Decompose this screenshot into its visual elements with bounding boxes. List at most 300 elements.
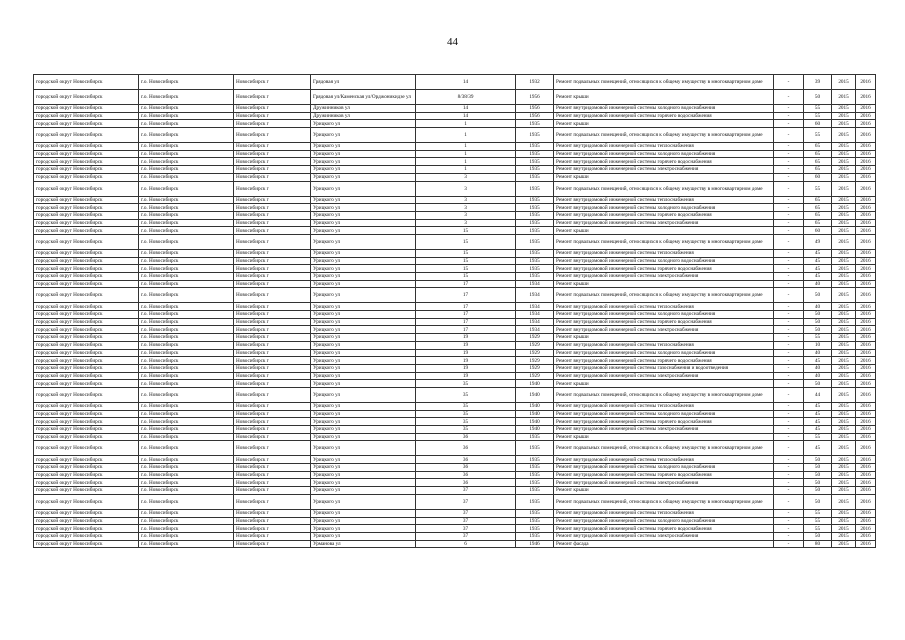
municipality-cell: городской округ Новосибирск <box>34 525 139 533</box>
house-number-cell: 14 <box>416 112 516 120</box>
end-year-cell: 2016 <box>856 227 876 235</box>
table-row <box>34 173 876 181</box>
city-cell: Новосибирск г <box>234 387 311 402</box>
wear-percent-cell: 50 <box>804 326 832 334</box>
work-type-cell: Ремонт подвальных помещений, относящихся к общему имуществу в многоквартирном доме <box>554 288 774 303</box>
table-row <box>34 150 876 158</box>
dash-cell: - <box>774 433 804 441</box>
house-number-cell: 19 <box>416 357 516 365</box>
work-type-cell: Ремонт внутридомовой инженерной системы теплоснабжения <box>554 341 774 349</box>
house-number-cell: 37 <box>416 494 516 509</box>
wear-percent-cell: 50 <box>804 479 832 487</box>
street-cell: Урицкого ул <box>311 517 416 525</box>
dash-cell: - <box>774 273 804 281</box>
dash-cell: - <box>774 517 804 525</box>
municipality-cell: городской округ Новосибирск <box>34 532 139 540</box>
year-built-cell: 1935 <box>516 456 554 464</box>
year-built-cell: 1929 <box>516 341 554 349</box>
house-number-cell: 6 <box>416 540 516 548</box>
house-number-cell: 19 <box>416 341 516 349</box>
city-cell: Новосибирск г <box>234 128 311 143</box>
work-type-cell: Ремонт внутридомовой инженерной системы горячего водоснабжения <box>554 357 774 365</box>
dash-cell: - <box>774 402 804 410</box>
street-cell: Урицкого ул <box>311 532 416 540</box>
end-year-cell: 2016 <box>856 380 876 388</box>
end-year-cell: 2016 <box>856 479 876 487</box>
city-cell: Новосибирск г <box>234 509 311 517</box>
end-year-cell: 2016 <box>856 471 876 479</box>
wear-percent-cell: 50 <box>804 311 832 319</box>
municipality-cell: городской округ Новосибирск <box>34 311 139 319</box>
dash-cell: - <box>774 112 804 120</box>
dash-cell: - <box>774 357 804 365</box>
wear-percent-cell: 65 <box>804 219 832 227</box>
dash-cell: - <box>774 487 804 495</box>
city-cell: Новосибирск г <box>234 273 311 281</box>
house-number-cell: 3 <box>416 181 516 196</box>
work-type-cell: Ремонт внутридомовой инженерной системы теплоснабжения <box>554 196 774 204</box>
city-cell: Новосибирск г <box>234 303 311 311</box>
work-type-cell: Ремонт внутридомовой инженерной системы холодного водоснабжения <box>554 257 774 265</box>
district-cell: г.о. Новосибирск <box>139 410 234 418</box>
end-year-cell: 2016 <box>856 143 876 151</box>
table-row <box>34 357 876 365</box>
work-type-cell: Ремонт внутридомовой инженерной системы электроснабжения <box>554 326 774 334</box>
house-number-cell: 3 <box>416 173 516 181</box>
municipality-cell: городской округ Новосибирск <box>34 181 139 196</box>
house-number-cell: 1 <box>416 143 516 151</box>
wear-percent-cell: 39 <box>804 75 832 90</box>
street-cell: Урицкого ул <box>311 234 416 249</box>
table-row <box>34 280 876 288</box>
house-number-cell: 36 <box>416 479 516 487</box>
end-year-cell: 2016 <box>856 90 876 105</box>
year-built-cell: 1934 <box>516 318 554 326</box>
street-cell: Грядовая ул <box>311 75 416 90</box>
year-built-cell: 1934 <box>516 303 554 311</box>
start-year-cell: 2015 <box>832 426 856 434</box>
table-row <box>34 540 876 548</box>
district-cell: г.о. Новосибирск <box>139 150 234 158</box>
dash-cell: - <box>774 532 804 540</box>
city-cell: Новосибирск г <box>234 479 311 487</box>
year-built-cell: 1940 <box>516 380 554 388</box>
house-number-cell: 36 <box>416 471 516 479</box>
table-row <box>34 464 876 472</box>
house-number-cell: 35 <box>416 380 516 388</box>
work-type-cell: Ремонт внутридомовой инженерной системы электроснабжения <box>554 273 774 281</box>
dash-cell: - <box>774 494 804 509</box>
year-built-cell: 1932 <box>516 75 554 90</box>
city-cell: Новосибирск г <box>234 181 311 196</box>
dash-cell: - <box>774 311 804 319</box>
end-year-cell: 2016 <box>856 158 876 166</box>
house-number-cell: 15 <box>416 227 516 235</box>
dash-cell: - <box>774 318 804 326</box>
end-year-cell: 2016 <box>856 494 876 509</box>
house-number-cell: 15 <box>416 273 516 281</box>
city-cell: Новосибирск г <box>234 219 311 227</box>
work-type-cell: Ремонт внутридомовой инженерной системы холодного водоснабжения <box>554 517 774 525</box>
start-year-cell: 2015 <box>832 166 856 174</box>
street-cell: Урицкого ул <box>311 433 416 441</box>
start-year-cell: 2015 <box>832 364 856 372</box>
district-cell: г.о. Новосибирск <box>139 105 234 113</box>
wear-percent-cell: 45 <box>804 402 832 410</box>
city-cell: Новосибирск г <box>234 487 311 495</box>
municipality-cell: городской округ Новосибирск <box>34 128 139 143</box>
wear-percent-cell: 40 <box>804 349 832 357</box>
district-cell: г.о. Новосибирск <box>139 357 234 365</box>
wear-percent-cell: 60 <box>804 120 832 128</box>
district-cell: г.о. Новосибирск <box>139 257 234 265</box>
district-cell: г.о. Новосибирск <box>139 75 234 90</box>
municipality-cell: городской округ Новосибирск <box>34 410 139 418</box>
city-cell: Новосибирск г <box>234 318 311 326</box>
municipality-cell: городской округ Новосибирск <box>34 464 139 472</box>
house-number-cell: 36 <box>416 456 516 464</box>
start-year-cell: 2015 <box>832 380 856 388</box>
year-built-cell: 1935 <box>516 433 554 441</box>
municipality-cell: городской округ Новосибирск <box>34 166 139 174</box>
municipality-cell: городской округ Новосибирск <box>34 265 139 273</box>
year-built-cell: 1935 <box>516 487 554 495</box>
city-cell: Новосибирск г <box>234 150 311 158</box>
work-type-cell: Ремонт подвальных помещений, относящихся к общему имуществу в многоквартирном доме <box>554 441 774 456</box>
house-number-cell: 19 <box>416 372 516 380</box>
start-year-cell: 2015 <box>832 334 856 342</box>
year-built-cell: 1935 <box>516 265 554 273</box>
work-type-cell: Ремонт внутридомовой инженерной системы холодного водоснабжения <box>554 204 774 212</box>
wear-percent-cell: 55 <box>804 181 832 196</box>
city-cell: Новосибирск г <box>234 211 311 219</box>
work-type-cell: Ремонт подвальных помещений, относящихся к общему имуществу в многоквартирном доме <box>554 234 774 249</box>
city-cell: Новосибирск г <box>234 517 311 525</box>
dash-cell: - <box>774 234 804 249</box>
municipality-cell: городской округ Новосибирск <box>34 227 139 235</box>
work-type-cell: Ремонт внутридомовой инженерной системы теплоснабжения <box>554 249 774 257</box>
municipality-cell: городской округ Новосибирск <box>34 509 139 517</box>
table-row <box>34 211 876 219</box>
house-number-cell: 8/38/39 <box>416 90 516 105</box>
dash-cell: - <box>774 211 804 219</box>
district-cell: г.о. Новосибирск <box>139 303 234 311</box>
wear-percent-cell: 65 <box>804 150 832 158</box>
work-type-cell: Ремонт внутридомовой инженерной системы электроснабжения <box>554 532 774 540</box>
wear-percent-cell: 45 <box>804 265 832 273</box>
start-year-cell: 2015 <box>832 540 856 548</box>
municipality-cell: городской округ Новосибирск <box>34 234 139 249</box>
house-number-cell: 19 <box>416 349 516 357</box>
district-cell: г.о. Новосибирск <box>139 196 234 204</box>
end-year-cell: 2016 <box>856 487 876 495</box>
street-cell: Урицкого ул <box>311 426 416 434</box>
table-row <box>34 525 876 533</box>
start-year-cell: 2015 <box>832 196 856 204</box>
municipality-cell: городской округ Новосибирск <box>34 196 139 204</box>
municipality-cell: городской округ Новосибирск <box>34 158 139 166</box>
start-year-cell: 2015 <box>832 357 856 365</box>
street-cell: Урманова ул <box>311 540 416 548</box>
year-built-cell: 1934 <box>516 288 554 303</box>
end-year-cell: 2016 <box>856 211 876 219</box>
end-year-cell: 2016 <box>856 326 876 334</box>
municipality-cell: городской округ Новосибирск <box>34 426 139 434</box>
street-cell: Дружинников ул <box>311 112 416 120</box>
year-built-cell: 1935 <box>516 227 554 235</box>
start-year-cell: 2015 <box>832 75 856 90</box>
wear-percent-cell: 50 <box>804 464 832 472</box>
end-year-cell: 2016 <box>856 196 876 204</box>
year-built-cell: 1956 <box>516 105 554 113</box>
year-built-cell: 1935 <box>516 166 554 174</box>
house-number-cell: 17 <box>416 311 516 319</box>
start-year-cell: 2015 <box>832 173 856 181</box>
municipality-cell: городской округ Новосибирск <box>34 273 139 281</box>
end-year-cell: 2016 <box>856 249 876 257</box>
table-row <box>34 75 876 90</box>
wear-percent-cell: 50 <box>804 456 832 464</box>
end-year-cell: 2016 <box>856 204 876 212</box>
city-cell: Новосибирск г <box>234 402 311 410</box>
start-year-cell: 2015 <box>832 418 856 426</box>
table-row <box>34 105 876 113</box>
wear-percent-cell: 55 <box>804 509 832 517</box>
end-year-cell: 2016 <box>856 525 876 533</box>
district-cell: г.о. Новосибирск <box>139 540 234 548</box>
street-cell: Урицкого ул <box>311 380 416 388</box>
city-cell: Новосибирск г <box>234 341 311 349</box>
end-year-cell: 2016 <box>856 334 876 342</box>
year-built-cell: 1935 <box>516 158 554 166</box>
city-cell: Новосибирск г <box>234 75 311 90</box>
year-built-cell: 1935 <box>516 219 554 227</box>
house-number-cell: 35 <box>416 410 516 418</box>
house-number-cell: 14 <box>416 105 516 113</box>
house-number-cell: 3 <box>416 219 516 227</box>
dash-cell: - <box>774 166 804 174</box>
street-cell: Урицкого ул <box>311 249 416 257</box>
municipality-cell: городской округ Новосибирск <box>34 372 139 380</box>
end-year-cell: 2016 <box>856 418 876 426</box>
city-cell: Новосибирск г <box>234 249 311 257</box>
dash-cell: - <box>774 479 804 487</box>
house-number-cell: 36 <box>416 441 516 456</box>
municipality-cell: городской округ Новосибирск <box>34 441 139 456</box>
city-cell: Новосибирск г <box>234 334 311 342</box>
start-year-cell: 2015 <box>832 311 856 319</box>
year-built-cell: 1934 <box>516 326 554 334</box>
start-year-cell: 2015 <box>832 288 856 303</box>
street-cell: Урицкого ул <box>311 471 416 479</box>
work-type-cell: Ремонт подвальных помещений, относящихся к общему имуществу в многоквартирном доме <box>554 387 774 402</box>
start-year-cell: 2015 <box>832 494 856 509</box>
dash-cell: - <box>774 303 804 311</box>
city-cell: Новосибирск г <box>234 410 311 418</box>
municipality-cell: городской округ Новосибирск <box>34 318 139 326</box>
wear-percent-cell: 55 <box>804 433 832 441</box>
municipality-cell: городской округ Новосибирск <box>34 143 139 151</box>
street-cell: Урицкого ул <box>311 204 416 212</box>
street-cell: Урицкого ул <box>311 173 416 181</box>
wear-percent-cell: 45 <box>804 441 832 456</box>
city-cell: Новосибирск г <box>234 349 311 357</box>
dash-cell: - <box>774 410 804 418</box>
dash-cell: - <box>774 509 804 517</box>
city-cell: Новосибирск г <box>234 257 311 265</box>
municipality-cell: городской округ Новосибирск <box>34 90 139 105</box>
table-row <box>34 318 876 326</box>
street-cell: Урицкого ул <box>311 487 416 495</box>
district-cell: г.о. Новосибирск <box>139 120 234 128</box>
city-cell: Новосибирск г <box>234 158 311 166</box>
house-number-cell: 3 <box>416 196 516 204</box>
end-year-cell: 2016 <box>856 181 876 196</box>
start-year-cell: 2015 <box>832 402 856 410</box>
house-number-cell: 1 <box>416 158 516 166</box>
municipality-cell: городской округ Новосибирск <box>34 112 139 120</box>
table-row <box>34 349 876 357</box>
district-cell: г.о. Новосибирск <box>139 402 234 410</box>
dash-cell: - <box>774 456 804 464</box>
district-cell: г.о. Новосибирск <box>139 426 234 434</box>
municipality-cell: городской округ Новосибирск <box>34 334 139 342</box>
district-cell: г.о. Новосибирск <box>139 517 234 525</box>
dash-cell: - <box>774 288 804 303</box>
year-built-cell: 1929 <box>516 364 554 372</box>
municipality-cell: городской округ Новосибирск <box>34 380 139 388</box>
house-number-cell: 17 <box>416 303 516 311</box>
end-year-cell: 2016 <box>856 257 876 265</box>
start-year-cell: 2015 <box>832 158 856 166</box>
district-cell: г.о. Новосибирск <box>139 380 234 388</box>
end-year-cell: 2016 <box>856 303 876 311</box>
table-row <box>34 227 876 235</box>
table-row <box>34 166 876 174</box>
house-number-cell: 3 <box>416 204 516 212</box>
municipality-cell: городской округ Новосибирск <box>34 105 139 113</box>
district-cell: г.о. Новосибирск <box>139 265 234 273</box>
work-type-cell: Ремонт крыши <box>554 280 774 288</box>
district-cell: г.о. Новосибирск <box>139 273 234 281</box>
year-built-cell: 1940 <box>516 418 554 426</box>
table-row <box>34 364 876 372</box>
start-year-cell: 2015 <box>832 387 856 402</box>
year-built-cell: 1935 <box>516 181 554 196</box>
work-type-cell: Ремонт крыши <box>554 334 774 342</box>
year-built-cell: 1956 <box>516 112 554 120</box>
table-row <box>34 509 876 517</box>
work-type-cell: Ремонт внутридомовой инженерной системы горячего водоснабжения <box>554 471 774 479</box>
end-year-cell: 2016 <box>856 441 876 456</box>
start-year-cell: 2015 <box>832 471 856 479</box>
district-cell: г.о. Новосибирск <box>139 372 234 380</box>
table-row <box>34 181 876 196</box>
house-number-cell: 35 <box>416 418 516 426</box>
street-cell: Дружинников ул <box>311 105 416 113</box>
work-type-cell: Ремонт внутридомовой инженерной системы горячего водоснабжения <box>554 265 774 273</box>
end-year-cell: 2016 <box>856 128 876 143</box>
year-built-cell: 1935 <box>516 517 554 525</box>
year-built-cell: 1940 <box>516 387 554 402</box>
street-cell: Урицкого ул <box>311 166 416 174</box>
city-cell: Новосибирск г <box>234 357 311 365</box>
street-cell: Урицкого ул <box>311 456 416 464</box>
dash-cell: - <box>774 90 804 105</box>
street-cell: Грядовая ул/Каменская ул/Орджоникидзе ул <box>311 90 416 105</box>
city-cell: Новосибирск г <box>234 441 311 456</box>
year-built-cell: 1929 <box>516 349 554 357</box>
municipality-cell: городской округ Новосибирск <box>34 433 139 441</box>
table-row <box>34 273 876 281</box>
start-year-cell: 2015 <box>832 143 856 151</box>
wear-percent-cell: 55 <box>804 334 832 342</box>
end-year-cell: 2016 <box>856 280 876 288</box>
work-type-cell: Ремонт подвальных помещений, относящихся к общему имуществу в многоквартирном доме <box>554 128 774 143</box>
end-year-cell: 2016 <box>856 464 876 472</box>
year-built-cell: 1935 <box>516 120 554 128</box>
house-number-cell: 1 <box>416 120 516 128</box>
street-cell: Урицкого ул <box>311 265 416 273</box>
house-number-cell: 37 <box>416 509 516 517</box>
end-year-cell: 2016 <box>856 410 876 418</box>
dash-cell: - <box>774 219 804 227</box>
district-cell: г.о. Новосибирск <box>139 509 234 517</box>
work-type-cell: Ремонт внутридомовой инженерной системы электроснабжения <box>554 219 774 227</box>
start-year-cell: 2015 <box>832 90 856 105</box>
start-year-cell: 2015 <box>832 112 856 120</box>
municipality-cell: городской округ Новосибирск <box>34 494 139 509</box>
street-cell: Урицкого ул <box>311 349 416 357</box>
municipality-cell: городской округ Новосибирск <box>34 219 139 227</box>
table-row <box>34 479 876 487</box>
municipality-cell: городской округ Новосибирск <box>34 540 139 548</box>
table-row <box>34 402 876 410</box>
dash-cell: - <box>774 426 804 434</box>
city-cell: Новосибирск г <box>234 464 311 472</box>
table-row <box>34 249 876 257</box>
repair-schedule-table <box>33 74 876 548</box>
dash-cell: - <box>774 143 804 151</box>
wear-percent-cell: 60 <box>804 173 832 181</box>
work-type-cell: Ремонт крыши <box>554 120 774 128</box>
city-cell: Новосибирск г <box>234 234 311 249</box>
street-cell: Урицкого ул <box>311 273 416 281</box>
street-cell: Урицкого ул <box>311 464 416 472</box>
work-type-cell: Ремонт подвальных помещений, относящихся к общему имуществу в многоквартирном доме <box>554 181 774 196</box>
year-built-cell: 1934 <box>516 280 554 288</box>
house-number-cell: 35 <box>416 426 516 434</box>
end-year-cell: 2016 <box>856 341 876 349</box>
start-year-cell: 2015 <box>832 265 856 273</box>
dash-cell: - <box>774 227 804 235</box>
end-year-cell: 2016 <box>856 517 876 525</box>
end-year-cell: 2016 <box>856 120 876 128</box>
city-cell: Новосибирск г <box>234 227 311 235</box>
year-built-cell: 1935 <box>516 143 554 151</box>
municipality-cell: городской округ Новосибирск <box>34 204 139 212</box>
year-built-cell: 1956 <box>516 90 554 105</box>
table-row <box>34 418 876 426</box>
dash-cell: - <box>774 265 804 273</box>
wear-percent-cell: 40 <box>804 280 832 288</box>
table-row <box>34 112 876 120</box>
page-number: 44 <box>447 36 458 48</box>
end-year-cell: 2016 <box>856 150 876 158</box>
start-year-cell: 2015 <box>832 303 856 311</box>
street-cell: Урицкого ул <box>311 318 416 326</box>
year-built-cell: 1935 <box>516 471 554 479</box>
